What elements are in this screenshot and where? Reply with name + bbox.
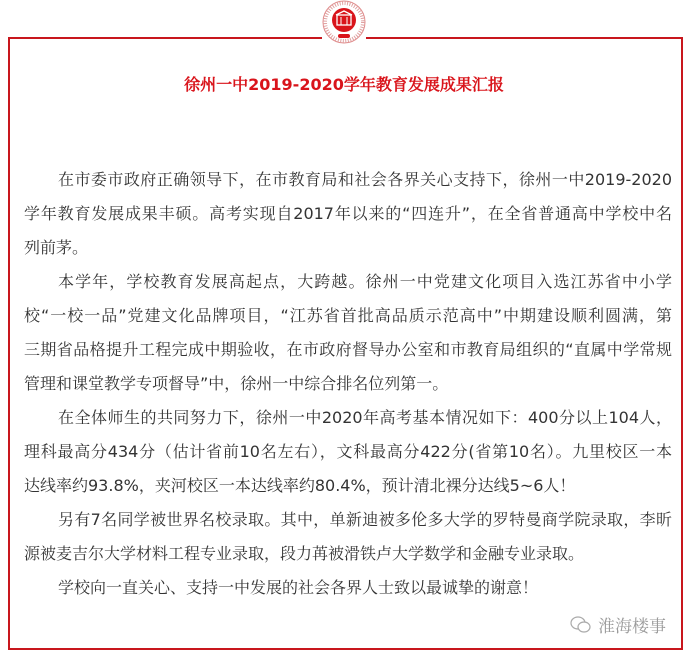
page-title: 徐州一中2019-2020学年教育发展成果汇报 — [184, 75, 504, 94]
article-body — [24, 168, 672, 610]
school-logo — [322, 0, 366, 50]
text-line: 理科最高分434分（估计省前10名左右），文科最高分422分(省第10名）。九里校区一本 — [24, 442, 672, 461]
school-seal-icon — [322, 0, 366, 44]
text-line: 达线率约93.8%，夹河校区一本达线率约80.4%，预计清北裸分达线5~6人！ — [24, 476, 576, 495]
text-line: 列前茅。 — [24, 238, 89, 257]
wechat-icon — [570, 615, 592, 635]
text-line: 学年教育发展成果丰硕。高考实现自2017年以来的“四连升”，在全省普通高中学校中名 — [24, 204, 672, 223]
watermark-text: 淮海楼事 — [598, 617, 666, 637]
paragraph-4 — [24, 508, 672, 576]
paragraph-1 — [24, 168, 672, 270]
text-line: 另有7名同学被世界名校录取。其中，单新迪被多伦多大学的罗特曼商学院录取，李昕 — [58, 510, 672, 529]
paragraph-5 — [24, 576, 672, 610]
text-line: 管理和课堂教学专项督导”中，徐州一中综合排名位列第一。 — [24, 374, 449, 393]
paragraph-3 — [24, 406, 672, 508]
text-line: 本学年，学校教育发展高起点，大跨越。徐州一中党建文化项目入选江苏省中小学 — [58, 272, 672, 291]
text-line: 在全体师生的共同努力下，徐州一中2020年高考基本情况如下：400分以上104人， — [58, 408, 672, 427]
watermark — [570, 612, 666, 637]
paragraph-2 — [24, 270, 672, 406]
text-line: 在市委市政府正确领导下，在市教育局和社会各界关心支持下，徐州一中2019-2020 — [58, 170, 672, 189]
text-line: 学校向一直关心、支持一中发展的社会各界人士致以最诚挚的谢意！ — [58, 578, 539, 597]
text-line: 校“一校一品”党建文化品牌项目，“江苏省首批高品质示范高中”中期建设顺利圆满，第 — [24, 306, 672, 325]
text-line: 源被麦吉尔大学材料工程专业录取，段力苒被滑铁卢大学数学和金融专业录取。 — [24, 544, 585, 563]
text-line: 三期省品格提升工程完成中期验收，在市政府督导办公室和市教育局组织的“直属中学常规 — [24, 340, 672, 359]
